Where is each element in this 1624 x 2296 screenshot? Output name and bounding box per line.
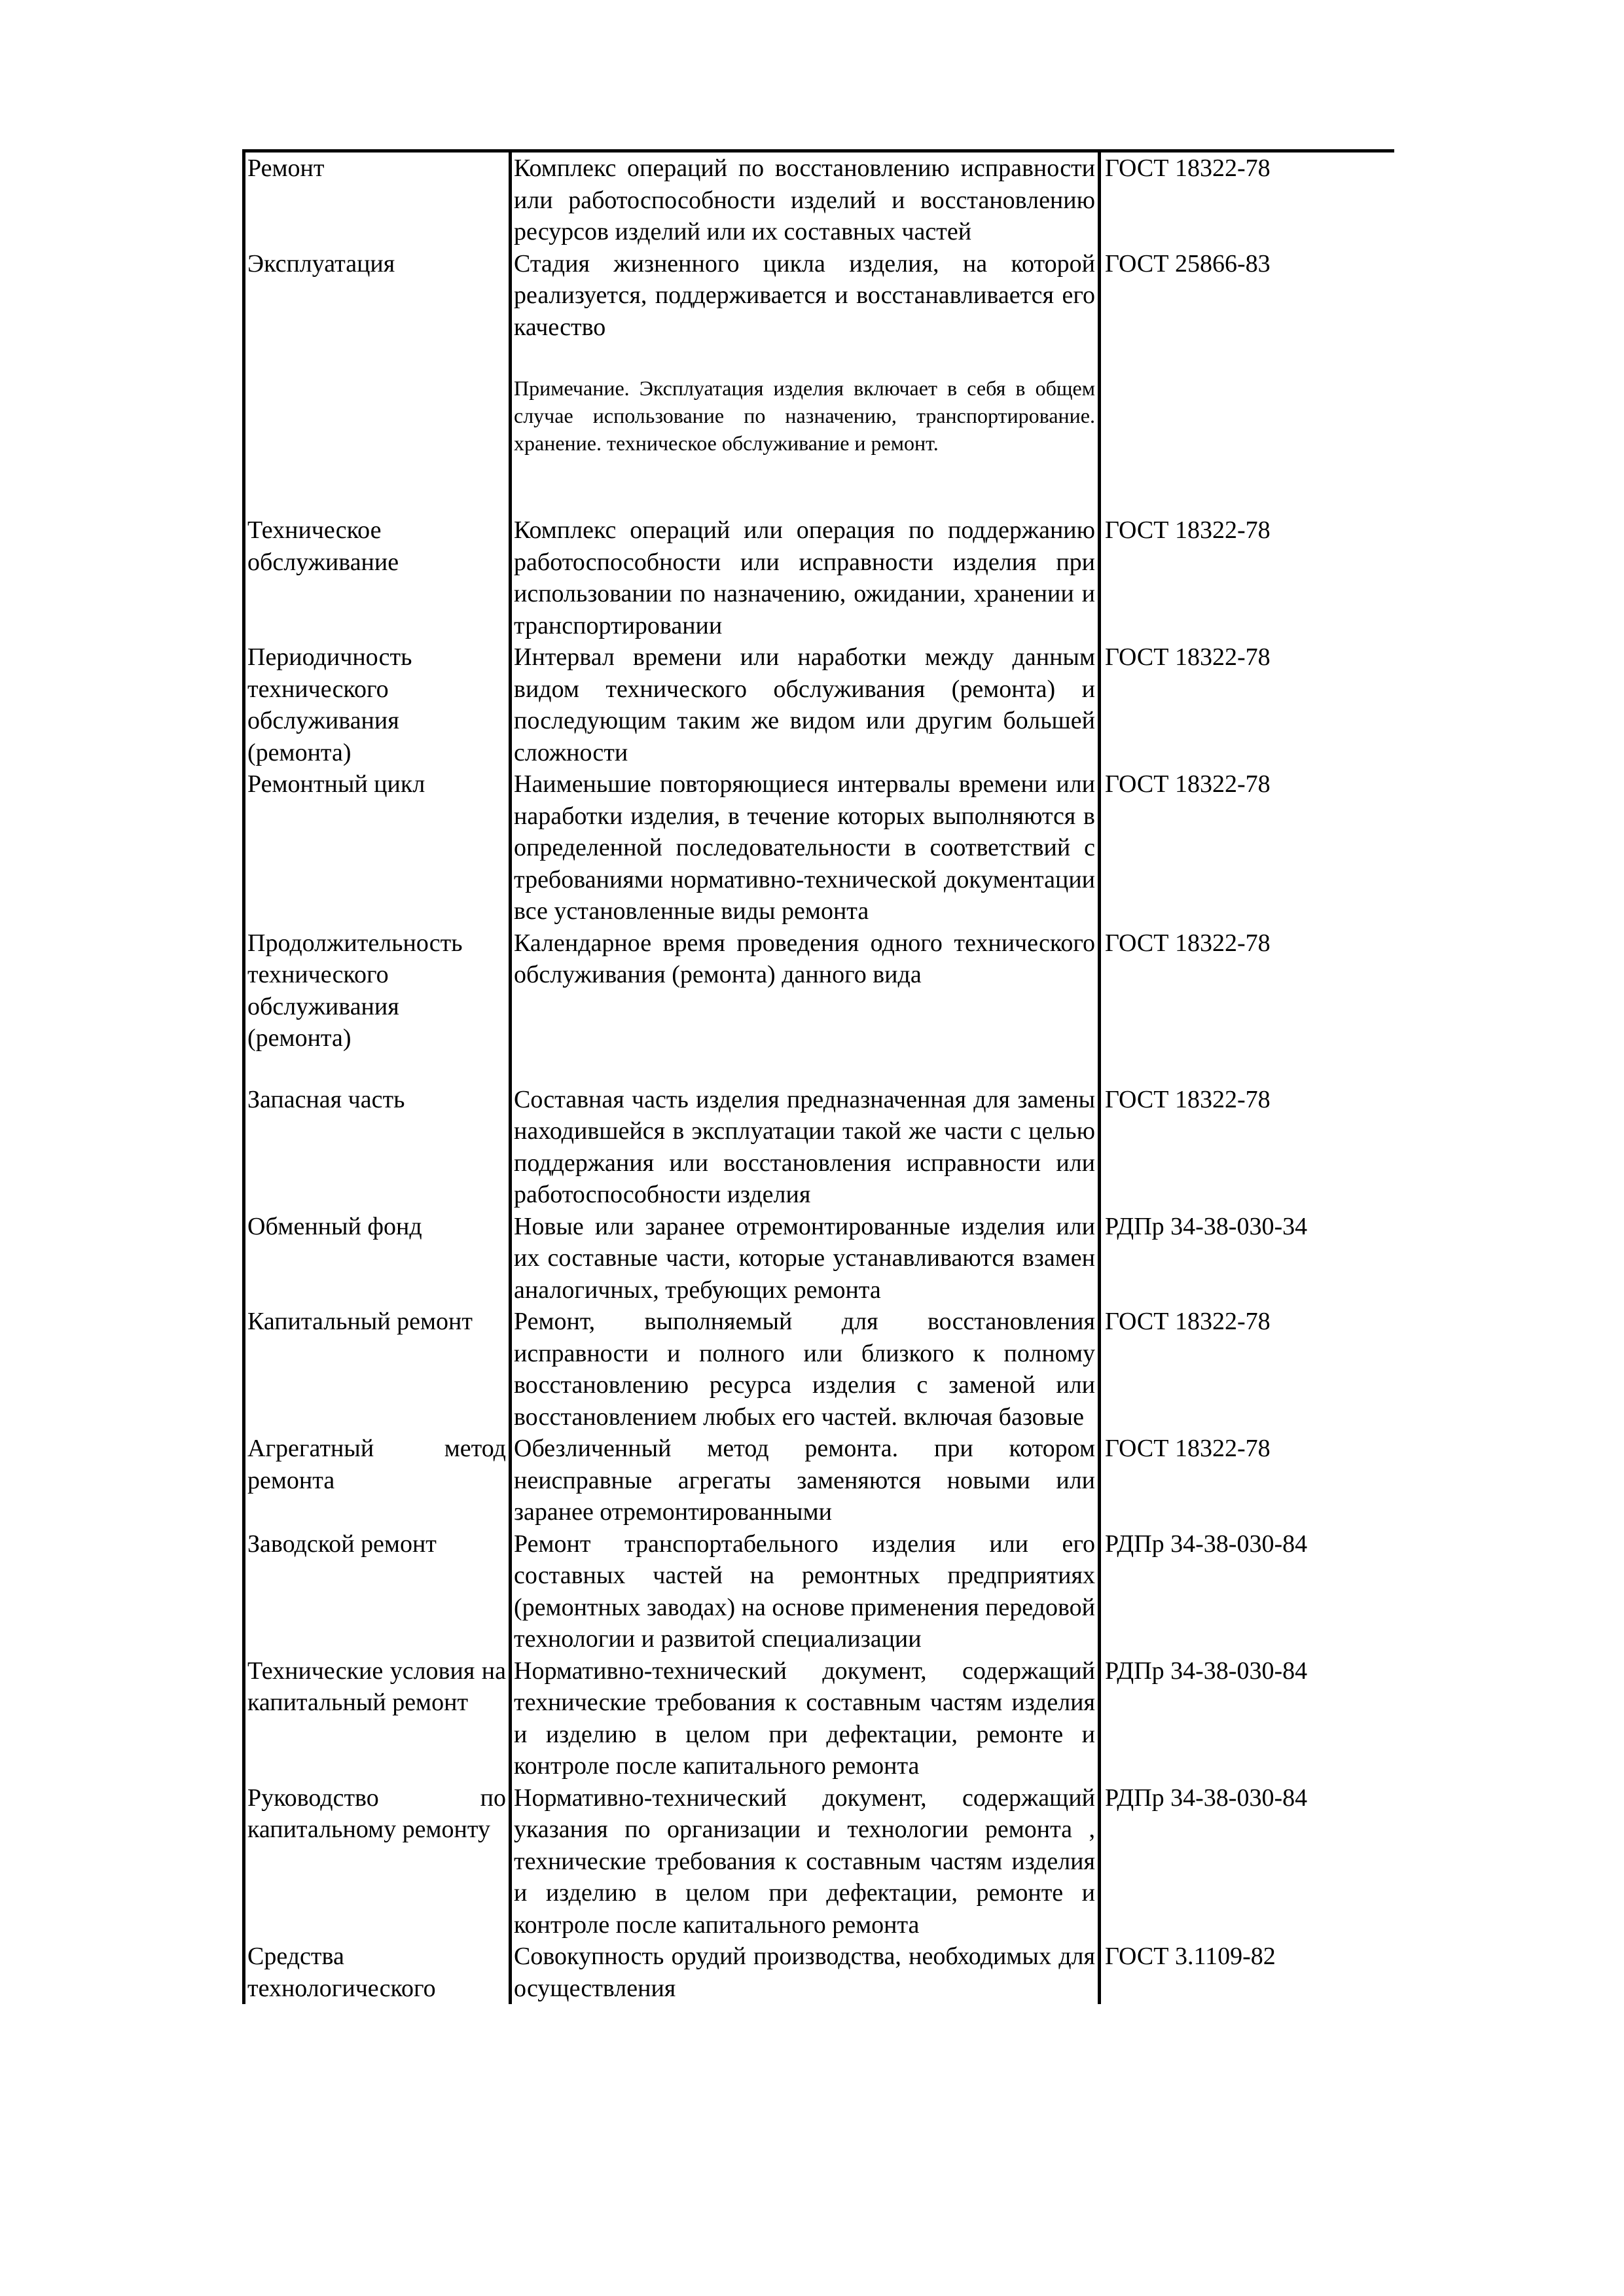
term-cell: Периодичность технического обслуживания (ремонта)	[244, 641, 511, 768]
definition-cell: Новые или заранее отремонтированные изделия или их составные части, которые устанавливаются взамен аналогичных, требующих ремонта	[511, 1211, 1100, 1306]
term-cell: Технические условия на капитальный ремонт	[244, 1655, 511, 1782]
source-cell: ГОСТ 18322-78	[1100, 1433, 1395, 1528]
source-cell: РДПр 34-38-030-84	[1100, 1528, 1395, 1655]
definition-text: Стадия жизненного цикла изделия, на которой реализуется, поддерживается и восстанавливается его качество	[514, 249, 1095, 341]
table-row	[244, 248, 1395, 515]
term-cell: Ремонт	[244, 151, 511, 248]
source-cell: ГОСТ 18322-78	[1100, 641, 1395, 768]
definition-cell: Составная часть изделия предназначенная для замены находившейся в эксплуатации такой же части с целью поддержания или восстановления исправности или работоспособности изделия	[511, 1054, 1100, 1211]
source-cell: РДПр 34-38-030-84	[1100, 1782, 1395, 1941]
source-cell: ГОСТ 18322-78	[1100, 1054, 1395, 1211]
source-cell: ГОСТ 25866-83	[1100, 248, 1395, 515]
source-cell: ГОСТ 18322-78	[1100, 768, 1395, 927]
definition-cell: Ремонт транспортабельного изделия или его составных частей на ремонтных предприятиях (ремонтных заводах) на основе применения передовой технологии и развитой специализации	[511, 1528, 1100, 1655]
table-row	[244, 1433, 1395, 1528]
document-page	[242, 149, 1394, 2113]
source-cell: ГОСТ 18322-78	[1100, 151, 1395, 248]
term-cell: Ремонтный цикл	[244, 768, 511, 927]
term-cell: Запасная часть	[244, 1054, 511, 1211]
definition-cell: Совокупность орудий производства, необходимых для осуществления	[511, 1941, 1100, 2004]
term-cell: Продолжительность технического обслуживания (ремонта)	[244, 927, 511, 1054]
term-cell: Капитальный ремонт	[244, 1306, 511, 1433]
definition-note: Примечание. Эксплуатация изделия включает в себя в общем случае использование по назначению, транспортирование. хранение. техническое обслуживание и ремонт.	[514, 376, 1095, 455]
definition-cell: Нормативно-технический документ, содержащий указания по организации и технологии ремонта , технические требования к составным частям изделия и изделию в целом при дефектации, ремонте и контроле после капитального ремонта	[511, 1782, 1100, 1941]
source-cell: ГОСТ 18322-78	[1100, 927, 1395, 1054]
table-row	[244, 927, 1395, 1054]
definition-cell: Комплекс операций по восстановлению исправности или работоспособности изделий и восстановлению ресурсов изделий или их составных частей	[511, 151, 1100, 248]
term-cell: Обменный фонд	[244, 1211, 511, 1306]
definition-cell: Наименьшие повторяющиеся интервалы времени или наработки изделия, в течение которых выполняются в определенной последовательности в соответствий с требованиями нормативно-технической документации все установленные виды ремонта	[511, 768, 1100, 927]
table-row	[244, 1211, 1395, 1306]
definition-cell	[511, 248, 1100, 515]
term-cell: Эксплуатация	[244, 248, 511, 515]
definition-cell: Календарное время проведения одного технического обслуживания (ремонта) данного вида	[511, 927, 1100, 1054]
source-cell: ГОСТ 3.1109-82	[1100, 1941, 1395, 2004]
definition-cell: Комплекс операций или операция по поддержанию работоспособности или исправности изделия при использовании по назначению, ожидании, хранении и транспортировании	[511, 514, 1100, 641]
table-row	[244, 1306, 1395, 1433]
table-row	[244, 1528, 1395, 1655]
source-cell: ГОСТ 18322-78	[1100, 1306, 1395, 1433]
table-row	[244, 1655, 1395, 1782]
source-cell: РДПр 34-38-030-34	[1100, 1211, 1395, 1306]
table-row	[244, 1054, 1395, 1211]
table-row	[244, 641, 1395, 768]
source-cell: ГОСТ 18322-78	[1100, 514, 1395, 641]
term-cell: Техническое обслуживание	[244, 514, 511, 641]
definition-cell: Ремонт, выполняемый для восстановления исправности и полного или близкого к полному восстановлению ресурса изделия с заменой или восстановлением любых его частей. включая базовые	[511, 1306, 1100, 1433]
source-cell: РДПр 34-38-030-84	[1100, 1655, 1395, 1782]
term-cell: Агрегатный метод ремонта	[244, 1433, 511, 1528]
table-row	[244, 1782, 1395, 1941]
table-row	[244, 514, 1395, 641]
term-cell: Руководство по капитальному ремонту	[244, 1782, 511, 1941]
table-row	[244, 768, 1395, 927]
term-cell: Заводской ремонт	[244, 1528, 511, 1655]
term-cell: Средства технологического	[244, 1941, 511, 2004]
table-row	[244, 151, 1395, 248]
definition-cell: Обезличенный метод ремонта. при котором неисправные агрегаты заменяются новыми или заранее отремонтированными	[511, 1433, 1100, 1528]
table-row	[244, 1941, 1395, 2004]
definition-cell: Интервал времени или наработки между данным видом технического обслуживания (ремонта) и последующим таким же видом или другим большей сложности	[511, 641, 1100, 768]
terms-table	[242, 149, 1394, 2004]
definition-cell: Нормативно-технический документ, содержащий технические требования к составным частям изделия и изделию в целом при дефектации, ремонте и контроле после капитального ремонта	[511, 1655, 1100, 1782]
